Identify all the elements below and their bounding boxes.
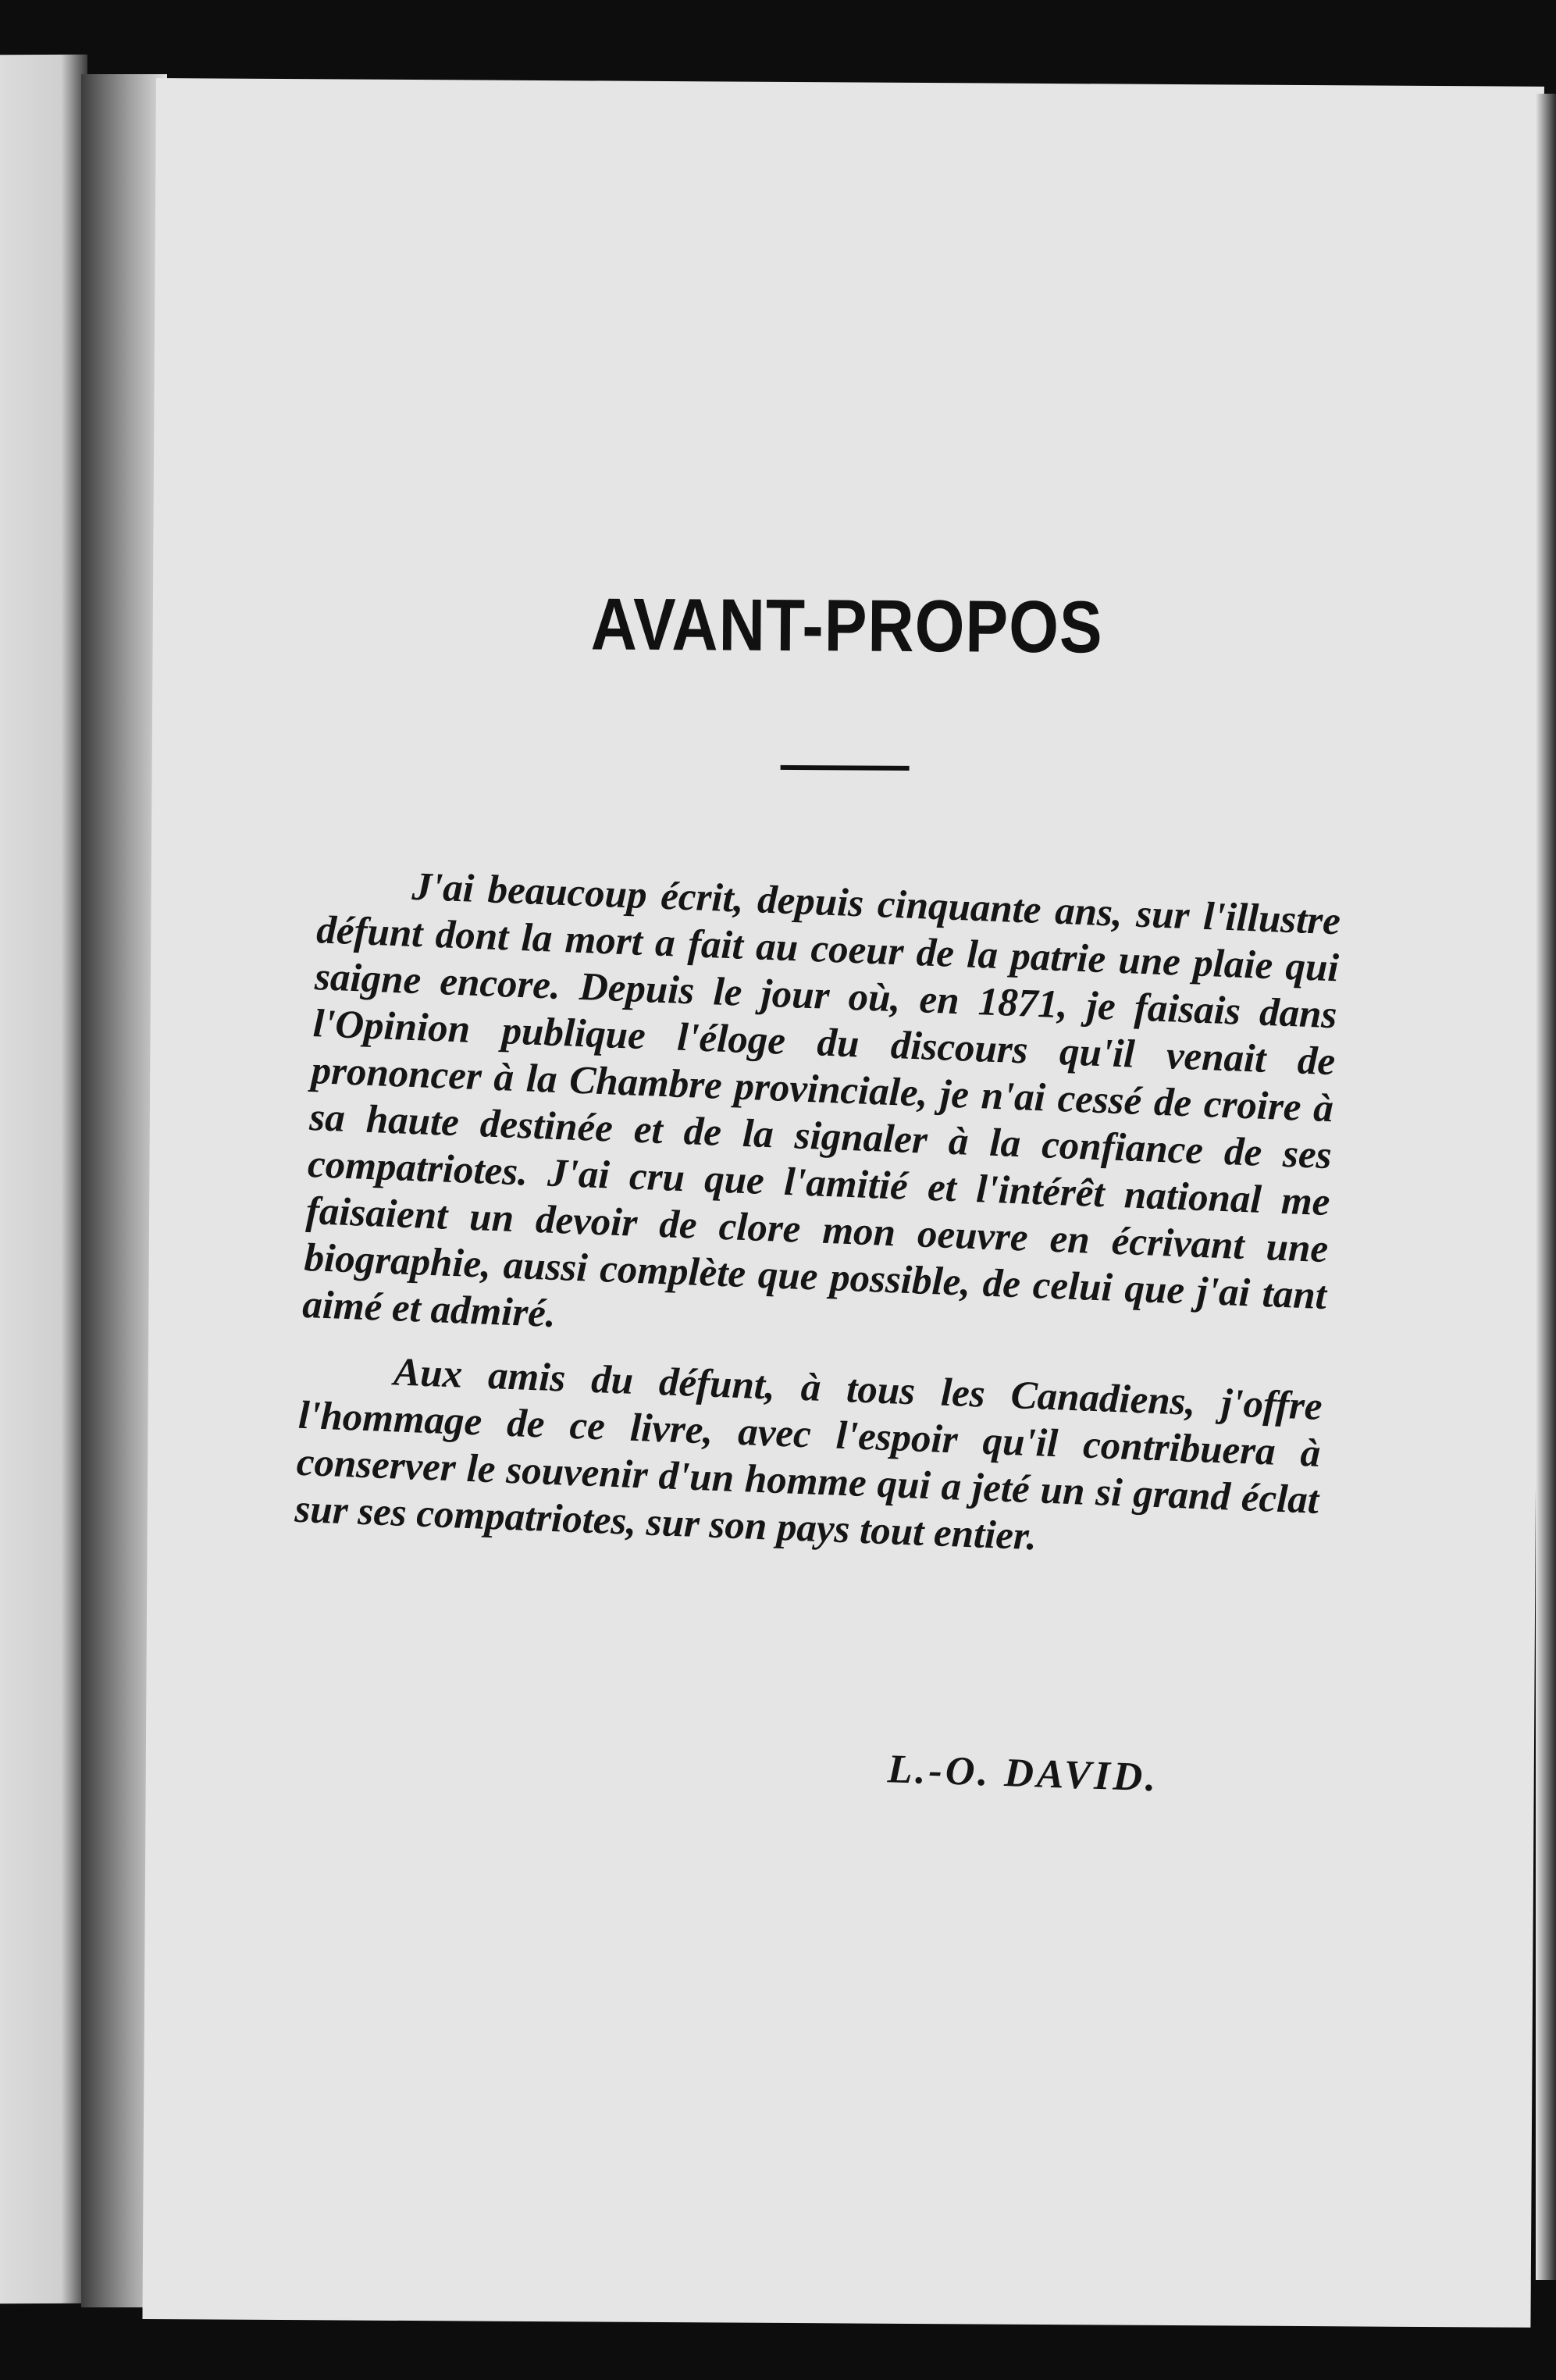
title-divider [781,765,910,771]
book-page [142,78,1544,2328]
author-signature: L.-O. DAVID. [886,1747,1160,1801]
facing-page-edge [0,55,87,2303]
paragraph-1: J'ai beaucoup écrit, depuis cinquante ans, sur l'illustre défunt dont la mort a fait au coeur de la patrie une plaie qui saigne encore. Depuis le jour où, en 1871, je faisais dans l'Opinion publique l'éloge du discours qu'il venait de prononcer à la Chambre provinciale, je n'ai cessé de croire à sa haute destinée et de la signaler à la confiance de ses compatriotes. J'ai cru que l'amitié et l'intérêt national me faisaient un devoir de clore mon oeuvre en écrivant une biographie, aussi complète que possible, de celui que j'ai tant aimé et admiré. [301,864,1341,1337]
paragraph-2: Aux amis du défunt, à tous les Canadiens, j'offre l'hommage de ce livre, avec l'espoir qu'il contribuera à conserver le souvenir d'un homme qui a jeté un si grand éclat sur ses compatriotes, sur son pays tout entier. [294,1350,1323,1559]
page-title: AVANT-PROPOS [590,583,1103,669]
preface-text [294,860,1341,1588]
page-right-edge [1536,94,1556,2280]
